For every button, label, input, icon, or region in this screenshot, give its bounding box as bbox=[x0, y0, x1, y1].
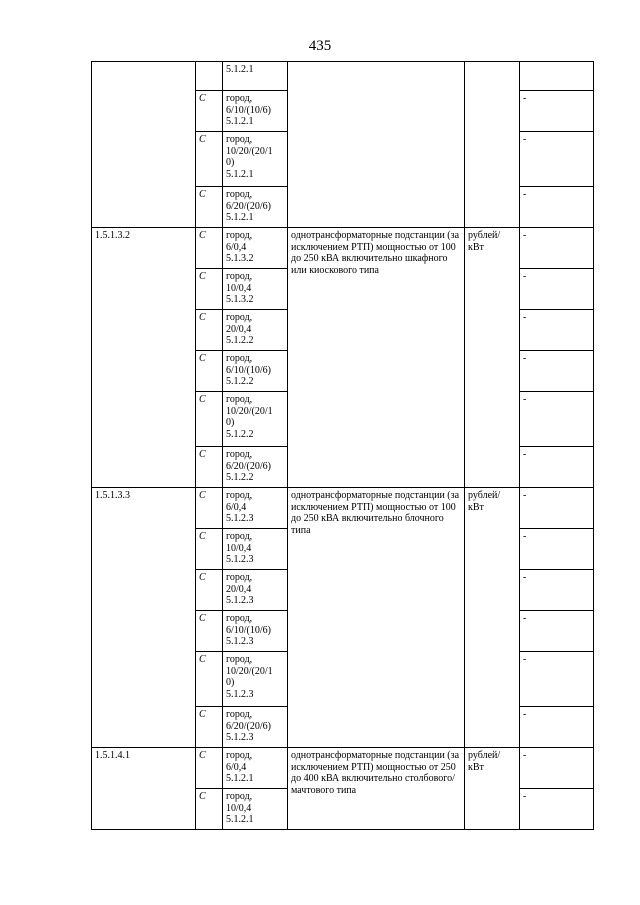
location-line: город, bbox=[226, 572, 253, 583]
location-cell bbox=[223, 310, 288, 351]
group-description bbox=[288, 62, 465, 228]
location-line: город, bbox=[226, 654, 253, 665]
location-line: 6/20/(20/6) bbox=[226, 720, 271, 732]
value-cell: - bbox=[520, 789, 594, 830]
category-letter: С bbox=[196, 789, 223, 830]
location-cell bbox=[223, 652, 288, 707]
location-line: 5.1.2.3 bbox=[226, 636, 254, 647]
location-line: 10/20/(20/1 bbox=[226, 665, 273, 677]
location-cell bbox=[223, 269, 288, 310]
group-unit: рублей/ кВт bbox=[465, 228, 520, 488]
value-cell: - bbox=[520, 748, 594, 789]
table-row bbox=[92, 748, 594, 789]
table-row bbox=[92, 62, 594, 91]
value-cell: - bbox=[520, 351, 594, 392]
location-line: 10/0,4 bbox=[226, 282, 252, 294]
location-line: 10/20/(20/1 bbox=[226, 145, 273, 157]
location-line: город, bbox=[226, 134, 253, 145]
location-line: 5.1.2.1 bbox=[226, 116, 254, 127]
location-cell bbox=[223, 228, 288, 269]
location-cell bbox=[223, 351, 288, 392]
table-row bbox=[92, 488, 594, 529]
value-cell: - bbox=[520, 132, 594, 187]
group-description: однотрансформаторные подстанции (за исключением РТП) мощностью от 100 до 250 кВА включительно блочного типа bbox=[288, 488, 465, 748]
value-cell: - bbox=[520, 269, 594, 310]
page-number: 435 bbox=[308, 38, 332, 54]
category-letter: С bbox=[196, 488, 223, 529]
category-letter: С bbox=[196, 187, 223, 228]
value-cell: - bbox=[520, 228, 594, 269]
location-line: 10/0,4 bbox=[226, 542, 252, 554]
location-line: город, bbox=[226, 271, 253, 282]
category-letter: С bbox=[196, 132, 223, 187]
value-cell: - bbox=[520, 652, 594, 707]
group-code: 1.5.1.3.3 bbox=[92, 488, 196, 748]
location-line: 0) bbox=[226, 157, 235, 168]
location-line: 0) bbox=[226, 677, 235, 688]
tariff-table bbox=[91, 61, 594, 830]
location-line: 5.1.2.3 bbox=[226, 554, 254, 565]
category-letter: С bbox=[196, 447, 223, 488]
value-cell: - bbox=[520, 392, 594, 447]
location-cell bbox=[223, 132, 288, 187]
location-cell bbox=[223, 91, 288, 132]
location-cell bbox=[223, 707, 288, 748]
location-line: 5.1.2.3 bbox=[226, 732, 254, 743]
location-line: 10/20/(20/1 bbox=[226, 405, 273, 417]
location-line: 5.1.3.2 bbox=[226, 253, 254, 264]
location-line: 6/0,4 bbox=[226, 501, 247, 513]
group-description: однотрансформаторные подстанции (за исключением РТП) мощностью от 100 до 250 кВА включительно шкафного или киоскового типа bbox=[288, 228, 465, 488]
category-letter: С bbox=[196, 570, 223, 611]
location-line: 5.1.2.1 bbox=[226, 212, 254, 223]
group-code: 1.5.1.3.2 bbox=[92, 228, 196, 488]
category-letter: С bbox=[196, 748, 223, 789]
category-letter: С bbox=[196, 611, 223, 652]
category-letter: С bbox=[196, 392, 223, 447]
category-letter: С bbox=[196, 529, 223, 570]
location-line: 6/10/(10/6) bbox=[226, 104, 271, 116]
location-line: город, bbox=[226, 449, 253, 460]
location-line: 6/0,4 bbox=[226, 761, 247, 773]
location-line: город, bbox=[226, 394, 253, 405]
location-line: город, bbox=[226, 531, 253, 542]
location-line: город, bbox=[226, 93, 253, 104]
location-cell bbox=[223, 529, 288, 570]
value-cell: - bbox=[520, 447, 594, 488]
location-line: 6/20/(20/6) bbox=[226, 460, 271, 472]
category-letter: С bbox=[196, 707, 223, 748]
location-line: 6/0,4 bbox=[226, 241, 247, 253]
group-description: однотрансформаторные подстанции (за исключением РТП) мощностью от 250 до 400 кВА включительно столбового/мачтового типа bbox=[288, 748, 465, 830]
category-letter: С bbox=[196, 269, 223, 310]
location-cell bbox=[223, 62, 288, 91]
location-cell bbox=[223, 789, 288, 830]
location-line: 6/20/(20/6) bbox=[226, 200, 271, 212]
location-line: 6/10/(10/6) bbox=[226, 624, 271, 636]
location-line: 5.1.2.1 bbox=[226, 64, 254, 75]
location-line: город, bbox=[226, 230, 253, 241]
value-cell: - bbox=[520, 529, 594, 570]
category-letter: С bbox=[196, 310, 223, 351]
location-line: город, bbox=[226, 312, 253, 323]
location-cell bbox=[223, 488, 288, 529]
location-line: 5.1.2.3 bbox=[226, 688, 254, 700]
location-line: 5.1.2.2 bbox=[226, 472, 254, 483]
location-line: 20/0,4 bbox=[226, 323, 252, 335]
location-line: город, bbox=[226, 189, 253, 200]
location-line: город, bbox=[226, 353, 253, 364]
location-cell bbox=[223, 447, 288, 488]
group-code bbox=[92, 62, 196, 228]
location-cell bbox=[223, 570, 288, 611]
location-line: 5.1.2.3 bbox=[226, 513, 254, 524]
location-line: 5.1.2.2 bbox=[226, 335, 254, 346]
table-row bbox=[92, 228, 594, 269]
location-line: город, bbox=[226, 613, 253, 624]
group-unit: рублей/ кВт bbox=[465, 488, 520, 748]
location-line: 5.1.2.3 bbox=[226, 595, 254, 606]
group-unit: рублей/ кВт bbox=[465, 748, 520, 830]
location-line: город, bbox=[226, 709, 253, 720]
location-line: город, bbox=[226, 791, 253, 802]
location-line: 5.1.2.1 bbox=[226, 773, 254, 784]
location-line: город, bbox=[226, 490, 253, 501]
group-code: 1.5.1.4.1 bbox=[92, 748, 196, 830]
value-cell: - bbox=[520, 91, 594, 132]
location-line: 5.1.2.2 bbox=[226, 428, 254, 440]
location-cell bbox=[223, 187, 288, 228]
location-line: 5.1.3.2 bbox=[226, 294, 254, 305]
value-cell: - bbox=[520, 570, 594, 611]
location-line: 5.1.2.2 bbox=[226, 376, 254, 387]
tariff-table-body bbox=[92, 62, 594, 830]
location-line: 20/0,4 bbox=[226, 583, 252, 595]
location-line: 0) bbox=[226, 417, 235, 428]
value-cell: - bbox=[520, 707, 594, 748]
location-line: 5.1.2.1 bbox=[226, 814, 254, 825]
value-cell: - bbox=[520, 488, 594, 529]
value-cell bbox=[520, 62, 594, 91]
location-line: 5.1.2.1 bbox=[226, 168, 254, 180]
category-letter: С bbox=[196, 652, 223, 707]
category-letter: С bbox=[196, 91, 223, 132]
value-cell: - bbox=[520, 611, 594, 652]
location-cell bbox=[223, 748, 288, 789]
category-letter bbox=[196, 62, 223, 91]
category-letter: С bbox=[196, 228, 223, 269]
location-line: 6/10/(10/6) bbox=[226, 364, 271, 376]
value-cell: - bbox=[520, 310, 594, 351]
location-cell bbox=[223, 392, 288, 447]
location-line: город, bbox=[226, 750, 253, 761]
location-cell bbox=[223, 611, 288, 652]
category-letter: С bbox=[196, 351, 223, 392]
group-unit bbox=[465, 62, 520, 228]
location-line: 10/0,4 bbox=[226, 802, 252, 814]
value-cell: - bbox=[520, 187, 594, 228]
